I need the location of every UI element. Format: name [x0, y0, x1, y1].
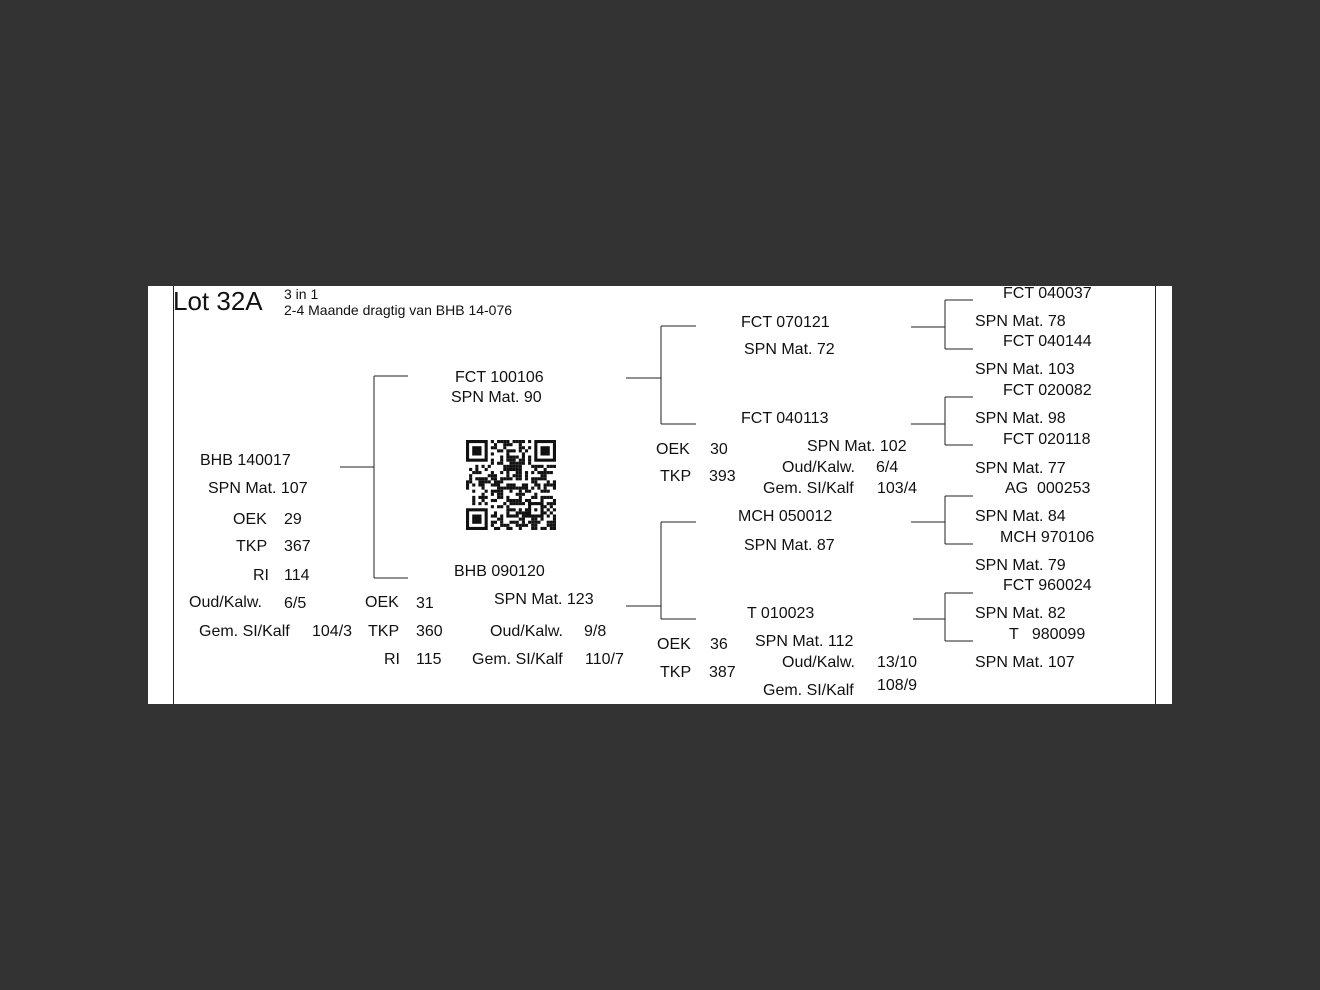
gen4-spn: SPN Mat. 98 — [975, 410, 1066, 427]
dam-stat-label: RI — [384, 651, 400, 668]
gen4-spn: SPN Mat. 103 — [975, 361, 1075, 378]
ss-id: FCT 070121 — [741, 314, 830, 331]
dd-id: T 010023 — [747, 605, 815, 622]
animal-stat-label: Gem. SI/Kalf — [199, 623, 290, 640]
sd-stat-value: 393 — [709, 468, 736, 485]
pedigree-card — [148, 286, 1172, 704]
dd-stat-value: 13/10 — [877, 654, 918, 671]
dd-stat-label: TKP — [660, 664, 692, 681]
sd-id: FCT 040113 — [741, 410, 829, 427]
sire-spn: SPN Mat. 90 — [451, 389, 542, 406]
dam-stat-value: 31 — [416, 595, 434, 612]
animal-stat-label: Oud/Kalw. — [189, 594, 262, 611]
dd-stat-label: OEK — [657, 636, 691, 653]
gen4-spn: SPN Mat. 82 — [975, 605, 1066, 622]
gen4-spn: SPN Mat. 77 — [975, 460, 1066, 477]
dd-stat-value: 36 — [710, 636, 728, 653]
animal-stat-label: RI — [253, 567, 269, 584]
dam-stat-label: TKP — [368, 623, 400, 640]
animal-spn: SPN Mat. 107 — [208, 480, 308, 497]
ds-id: MCH 050012 — [738, 508, 833, 525]
dd-spn: SPN Mat. 112 — [755, 633, 854, 650]
sd-stat-value: 6/4 — [876, 459, 899, 476]
dam-stat-label: Gem. SI/Kalf — [472, 651, 563, 668]
dam-spn: SPN Mat. 123 — [494, 591, 594, 608]
dam-id: BHB 090120 — [454, 563, 545, 580]
sd-stat-label: Oud/Kalw. — [782, 459, 855, 476]
dam-stat-label: Oud/Kalw. — [490, 623, 563, 640]
lot-subtitle-2: 2-4 Maande dragtig van BHB 14-076 — [284, 302, 513, 318]
animal-stat-value: 367 — [284, 538, 311, 555]
gen4-id: FCT 040144 — [1003, 333, 1092, 350]
ds-spn: SPN Mat. 87 — [744, 537, 835, 554]
gen4-id: MCH 970106 — [1000, 529, 1095, 546]
lot-title: Lot 32A — [173, 286, 263, 316]
sire-id: FCT 100106 — [455, 369, 544, 386]
gen4-id: FCT 040037 — [1003, 286, 1092, 302]
dd-stat-value: 108/9 — [877, 677, 918, 694]
qr-code — [466, 440, 556, 530]
gen4-spn: SPN Mat. 78 — [975, 313, 1066, 330]
animal-stat-value: 29 — [284, 511, 302, 528]
gen4-id: FCT 020118 — [1003, 431, 1091, 448]
sd-stat-value: 103/4 — [877, 480, 918, 497]
gen4-id: T 980099 — [1009, 626, 1086, 643]
gen4-id: FCT 020082 — [1003, 382, 1092, 399]
gen4-spn: SPN Mat. 84 — [975, 508, 1066, 525]
dam-stat-value: 360 — [416, 623, 443, 640]
animal-id: BHB 140017 — [200, 452, 291, 469]
animal-stat-label: OEK — [233, 511, 267, 528]
ss-spn: SPN Mat. 72 — [744, 341, 835, 358]
sd-spn: SPN Mat. 102 — [807, 438, 907, 455]
sd-stat-label: OEK — [656, 441, 690, 458]
gen4-spn: SPN Mat. 79 — [975, 557, 1066, 574]
gen4-id: AG 000253 — [1005, 480, 1091, 497]
dam-stat-value: 110/7 — [585, 651, 624, 668]
sd-stat-label: Gem. SI/Kalf — [763, 480, 854, 497]
dam-stat-label: OEK — [365, 594, 399, 611]
dam-stat-value: 115 — [416, 651, 442, 668]
sd-stat-label: TKP — [660, 468, 692, 485]
sd-stat-value: 30 — [710, 441, 728, 458]
dam-stat-value: 9/8 — [584, 623, 607, 640]
lot-subtitle-1: 3 in 1 — [284, 286, 319, 302]
dd-stat-value: 387 — [709, 664, 736, 681]
dd-stat-label: Gem. SI/Kalf — [763, 682, 854, 699]
dd-stat-label: Oud/Kalw. — [782, 654, 855, 671]
animal-stat-value: 104/3 — [312, 623, 353, 640]
animal-stat-value: 6/5 — [284, 595, 307, 612]
gen4-id: FCT 960024 — [1003, 577, 1092, 594]
gen4-spn: SPN Mat. 107 — [975, 654, 1075, 671]
animal-stat-label: TKP — [236, 538, 268, 555]
animal-stat-value: 114 — [284, 567, 310, 584]
